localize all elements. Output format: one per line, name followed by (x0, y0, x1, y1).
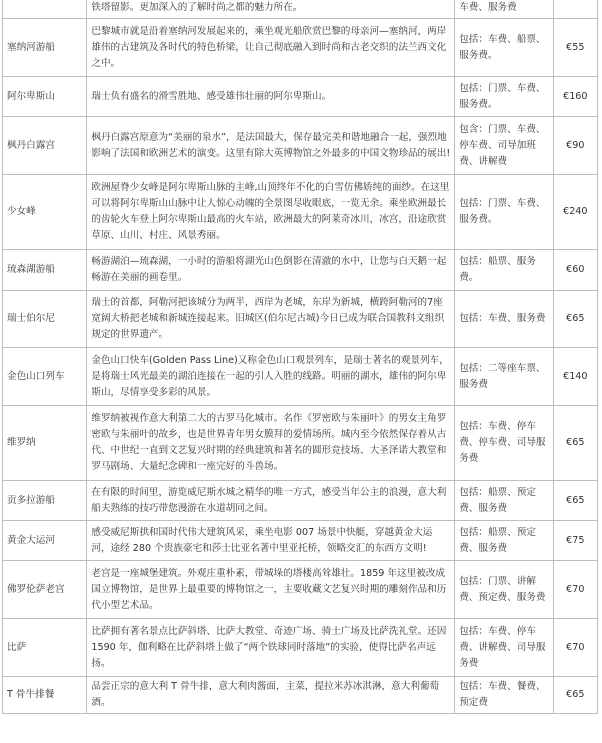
tour-price-cell: €240 (553, 175, 597, 250)
tour-price-cell: €160 (553, 77, 597, 117)
table-row (3, 481, 598, 521)
tour-includes-cell: 包括：船票、服务费。 (455, 250, 553, 291)
table-row (3, 521, 598, 561)
tour-includes-cell: 包括：二等座车票、服务费 (455, 348, 553, 406)
table-body (3, 0, 598, 714)
tour-name-cell: 比萨 (3, 619, 87, 677)
tour-description-cell: 瑞士的首都，阿勒河把该城分为两半，西岸为老城，东岸为新城，横跨阿勒河的7座宽阔大桥把老城和新城连接起来。旧城区(伯尔尼古城)今日已成为联合国教科文组织规定的世界遗产。 (87, 291, 455, 348)
table-row (3, 291, 598, 348)
tour-name-cell: 金色山口列车 (3, 348, 87, 406)
tour-description-cell: 比萨拥有著名景点比萨斜塔、比萨大教堂、奇迹广场、骑士广场及比萨洗礼堂。还因 1590 年，伽利略在比萨斜塔上做了“两个铁球同时落地”的实验，使得比萨名声远扬。 (87, 619, 455, 677)
tour-name-cell (3, 0, 87, 19)
tour-price-cell: €140 (553, 348, 597, 406)
table-row (3, 677, 598, 714)
table-row (3, 175, 598, 250)
table-row (3, 406, 598, 481)
tour-name-cell: 塞纳河游船 (3, 19, 87, 77)
table-row (3, 250, 598, 291)
tour-description-cell: 巴黎城市就是沿着塞纳河发展起来的，乘坐观光船欣赏巴黎的母亲河—塞纳河，两岸雄伟的古建筑及各时代的特色桥梁，让自己彻底融入到时尚和古老交织的法兰西文化之中。 (87, 19, 455, 77)
tour-includes-cell: 包括：车费、服务费 (455, 291, 553, 348)
tour-price-cell: €65 (553, 481, 597, 521)
table-row (3, 619, 598, 677)
tour-includes-cell: 车费、服务费 (455, 0, 553, 19)
tour-price-table (2, 0, 598, 714)
tour-description-cell: 感受威尼斯拱和国时代伟大建筑风采，乘坐电影 007 场景中快艇，穿越黄金大运河，途经 280 个贵族豪宅和莎士比亚名著中里亚托桥，领略交汇的东西方文明! (87, 521, 455, 561)
tour-includes-cell: 包括：门票、车费、服务费。 (455, 175, 553, 250)
tour-description-cell: 在有限的时间里，游览威尼斯水城之精华的唯一方式，感受当年公主的浪漫，意大利船夫熟练的技巧带您漫游在水道胡同之间。 (87, 481, 455, 521)
tour-includes-cell: 包括：车费、停车费、停车费、司导服务费 (455, 406, 553, 481)
tour-includes-cell: 包括：船票、预定费、服务费 (455, 481, 553, 521)
tour-name-cell: 维罗纳 (3, 406, 87, 481)
tour-includes-cell: 包括：车费、餐费、预定费 (455, 677, 553, 714)
tour-name-cell: 琉森湖游船 (3, 250, 87, 291)
table-row (3, 19, 598, 77)
tour-price-cell: €65 (553, 291, 597, 348)
tour-includes-cell: 包括：车费、停车费、讲解费、司导服务费 (455, 619, 553, 677)
tour-price-cell: €65 (553, 406, 597, 481)
table-row (3, 77, 598, 117)
tour-description-cell: 老宫是一座城堡建筑。外观庄重朴素，带城垛的塔楼高耸雄壮。1859 年这里被改成国立博物馆，是世界上最重要的博物馆之一，主要收藏文艺复兴时期的雕刻作品和历代小型艺术品。 (87, 561, 455, 619)
tour-price-cell: €70 (553, 619, 597, 677)
tour-price-cell: €90 (553, 117, 597, 175)
tour-name-cell: 黄金大运河 (3, 521, 87, 561)
tour-name-cell: 贡多拉游船 (3, 481, 87, 521)
table-row (3, 561, 598, 619)
tour-description-cell: 瑞士负有盛名的滑雪胜地、感受雄伟壮丽的阿尔卑斯山。 (87, 77, 455, 117)
tour-description-cell: 品尝正宗的意大利 T 骨牛排，意大利肉酱面，主菜，提拉米苏冰淇淋，意大利葡萄酒。 (87, 677, 455, 714)
table-row (3, 117, 598, 175)
tour-price-cell: €60 (553, 250, 597, 291)
tour-name-cell: T 骨牛排餐 (3, 677, 87, 714)
tour-includes-cell: 包括：门票、车费、服务费。 (455, 77, 553, 117)
tour-description-cell: 畅游湖泊—琉森湖，一小时的游船将湖光山色倒影在清澈的水中，让您与白天鹅一起畅游在美丽的画卷里。 (87, 250, 455, 291)
tour-includes-cell: 包括：车费、船票、服务费。 (455, 19, 553, 77)
tour-description-cell: 维罗纳被视作意大利第二大的古罗马化城市。名作《罗密欧与朱丽叶》的男女主角罗密欧与朱丽叶的故乡，也是世界青年男女膜拜的爱情场所。城内至今依然保存着从古代、中世纪一直到文艺复兴时期的经典建筑和著名的圆形竞技场、大圣泽诺大教堂和罗马剧场、大量纪念碑和一座完好的斗兽场。 (87, 406, 455, 481)
tour-description-cell: 枫丹白露宫原意为“美丽的泉水”，是法国最大，保存最完美和谐地融合一起，强烈地影响了法国和欧洲艺术的演变。这里有除大英博物馆之外最多的中国文物珍品的展出! (87, 117, 455, 175)
tour-description-cell: 铁塔留影。更加深入的了解时尚之都的魅力所在。 (87, 0, 455, 19)
tour-price-cell (553, 0, 597, 19)
tour-description-cell: 欧洲屋脊少女峰是阿尔卑斯山脉的主峰,山顶终年不化的白雪仿佛娇纯的面纱。在这里可以将阿尔卑斯山山脉中让人惊心动魄的全景图尽收眼底，一览无余。乘坐欧洲最长的齿轮火车登上阿尔卑斯山最高的火车站，欧洲最大的阿莱奇冰川，冰宫，沿途欣赏草原、山川、村庄、风景秀丽。 (87, 175, 455, 250)
tour-name-cell: 瑞士伯尔尼 (3, 291, 87, 348)
table-row (3, 348, 598, 406)
tour-name-cell: 枫丹白露宫 (3, 117, 87, 175)
table-row (3, 0, 598, 19)
tour-description-cell: 金色山口快车(Golden Pass Line)又称金色山口观景列车，是瑞士著名的观景列车，是将瑞士风光最美的湖泊连接在一起的引人入胜的线路。明丽的湖水，雄伟的阿尔卑斯山，尽情享受多彩的风景。 (87, 348, 455, 406)
tour-includes-cell: 包含：门票、车费、停车费、司导加班费、讲解费 (455, 117, 553, 175)
tour-price-cell: €65 (553, 677, 597, 714)
tour-price-cell: €75 (553, 521, 597, 561)
tour-price-cell: €70 (553, 561, 597, 619)
tour-name-cell: 少女峰 (3, 175, 87, 250)
tour-price-cell: €55 (553, 19, 597, 77)
tour-includes-cell: 包括：船票、预定费、服务费 (455, 521, 553, 561)
tour-name-cell: 阿尔卑斯山 (3, 77, 87, 117)
tour-name-cell: 佛罗伦萨老宫 (3, 561, 87, 619)
tour-includes-cell: 包括：门票、讲解费、预定费、服务费 (455, 561, 553, 619)
